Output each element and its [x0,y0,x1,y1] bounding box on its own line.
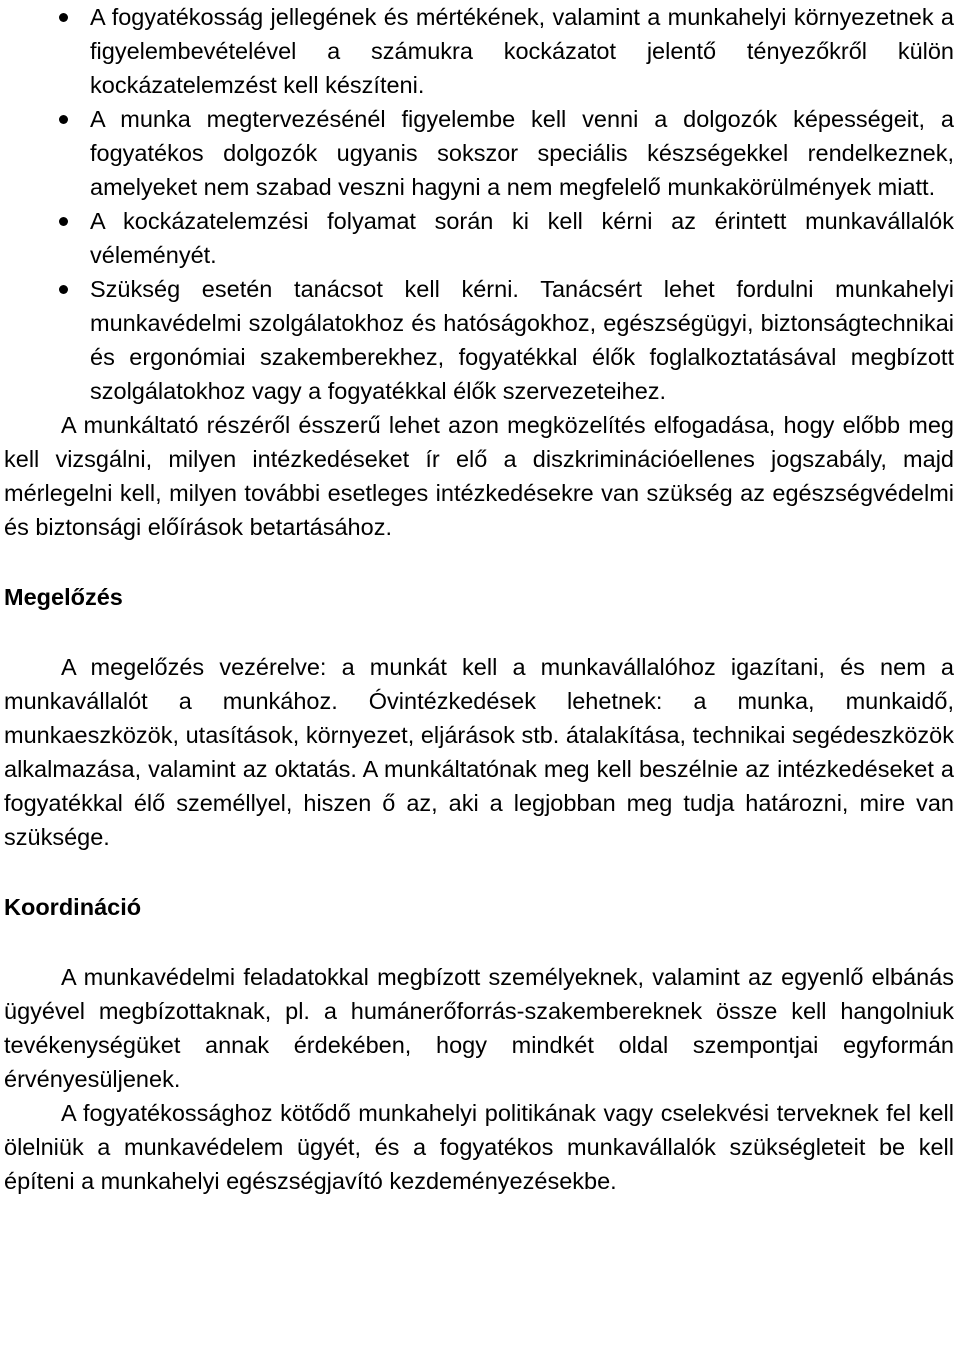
koordinacio-paragraph-1: A munkavédelmi feladatokkal megbízott személyeknek, valamint az egyenlő elbánás ügyével megbízottaknak, pl. a humánerőforrás-szakembereknek össze kell hangolniuk tevékenységüket annak érdekében, hogy mindkét oldal szempontjai egyformán érvényesüljenek. [4,964,954,1092]
list-item [4,204,954,272]
bullet-text: A kockázatelemzési folyamat során ki kell kérni az érintett munkavállalók véleményét. [90,208,954,268]
risk-bullet-list [4,0,954,408]
intro-paragraph: A munkáltató részéről ésszerű lehet azon megközelítés elfogadása, hogy előbb meg kell vizsgálni, milyen intézkedéseket ír elő a diszkriminációellenes jogszabály, majd mérlegelni kell, milyen további esetleges intézkedésekre van szükség az egészségvédelmi és biztonsági előírások betartásához. [4,412,954,540]
section-heading-megelozes: Megelőzés [4,584,123,610]
bullet-icon [59,217,68,226]
list-item [4,0,954,102]
bullet-icon [59,13,68,22]
bullet-icon [59,115,68,124]
bullet-icon [59,285,68,294]
bullet-text: A fogyatékosság jellegének és mértékének, valamint a munkahelyi környezetnek a figyelembevételével a számukra kockázatot jelentő tényezőkről külön kockázatelemzést kell készíteni. [90,4,954,98]
list-item [4,102,954,204]
bullet-text: Szükség esetén tanácsot kell kérni. Tanácsért lehet fordulni munkahelyi munkavédelmi szolgálatokhoz és hatóságokhoz, egészségügyi, biztonságtechnikai és ergonómiai szakemberekhez, fogyatékkal élők foglalkoztatásával megbízott szolgálatokhoz vagy a fogyatékkal élők szervezeteihez. [90,276,954,404]
koordinacio-paragraph-2: A fogyatékossághoz kötődő munkahelyi politikának vagy cselekvési terveknek fel kell ölelniük a munkavédelem ügyét, és a fogyatékos munkavállalók szükségleteit be kell építeni a munkahelyi egészségjavító kezdeményezésekbe. [4,1100,954,1194]
bullet-text: A munka megtervezésénél figyelembe kell venni a dolgozók képességeit, a fogyatékos dolgozók ugyanis sokszor speciális készségekkel rendelkeznek, amelyeket nem szabad veszni hagyni a nem megfelelő munkakörülmények miatt. [90,106,954,200]
megelozes-paragraph: A megelőzés vezérelve: a munkát kell a munkavállalóhoz igazítani, és nem a munkavállalót a munkához. Óvintézkedések lehetnek: a munka, munkaidő, munkaeszközök, utasítások, környezet, eljárások stb. átalakítása, technikai segédeszközök alkalmazása, valamint az oktatás. A munkáltatónak meg kell beszélnie az intézkedéseket a fogyatékkal élő személlyel, hiszen ő az, aki a legjobban meg tudja határozni, mire van szüksége. [4,654,954,850]
list-item [4,272,954,408]
section-heading-koordinacio: Koordináció [4,894,142,920]
